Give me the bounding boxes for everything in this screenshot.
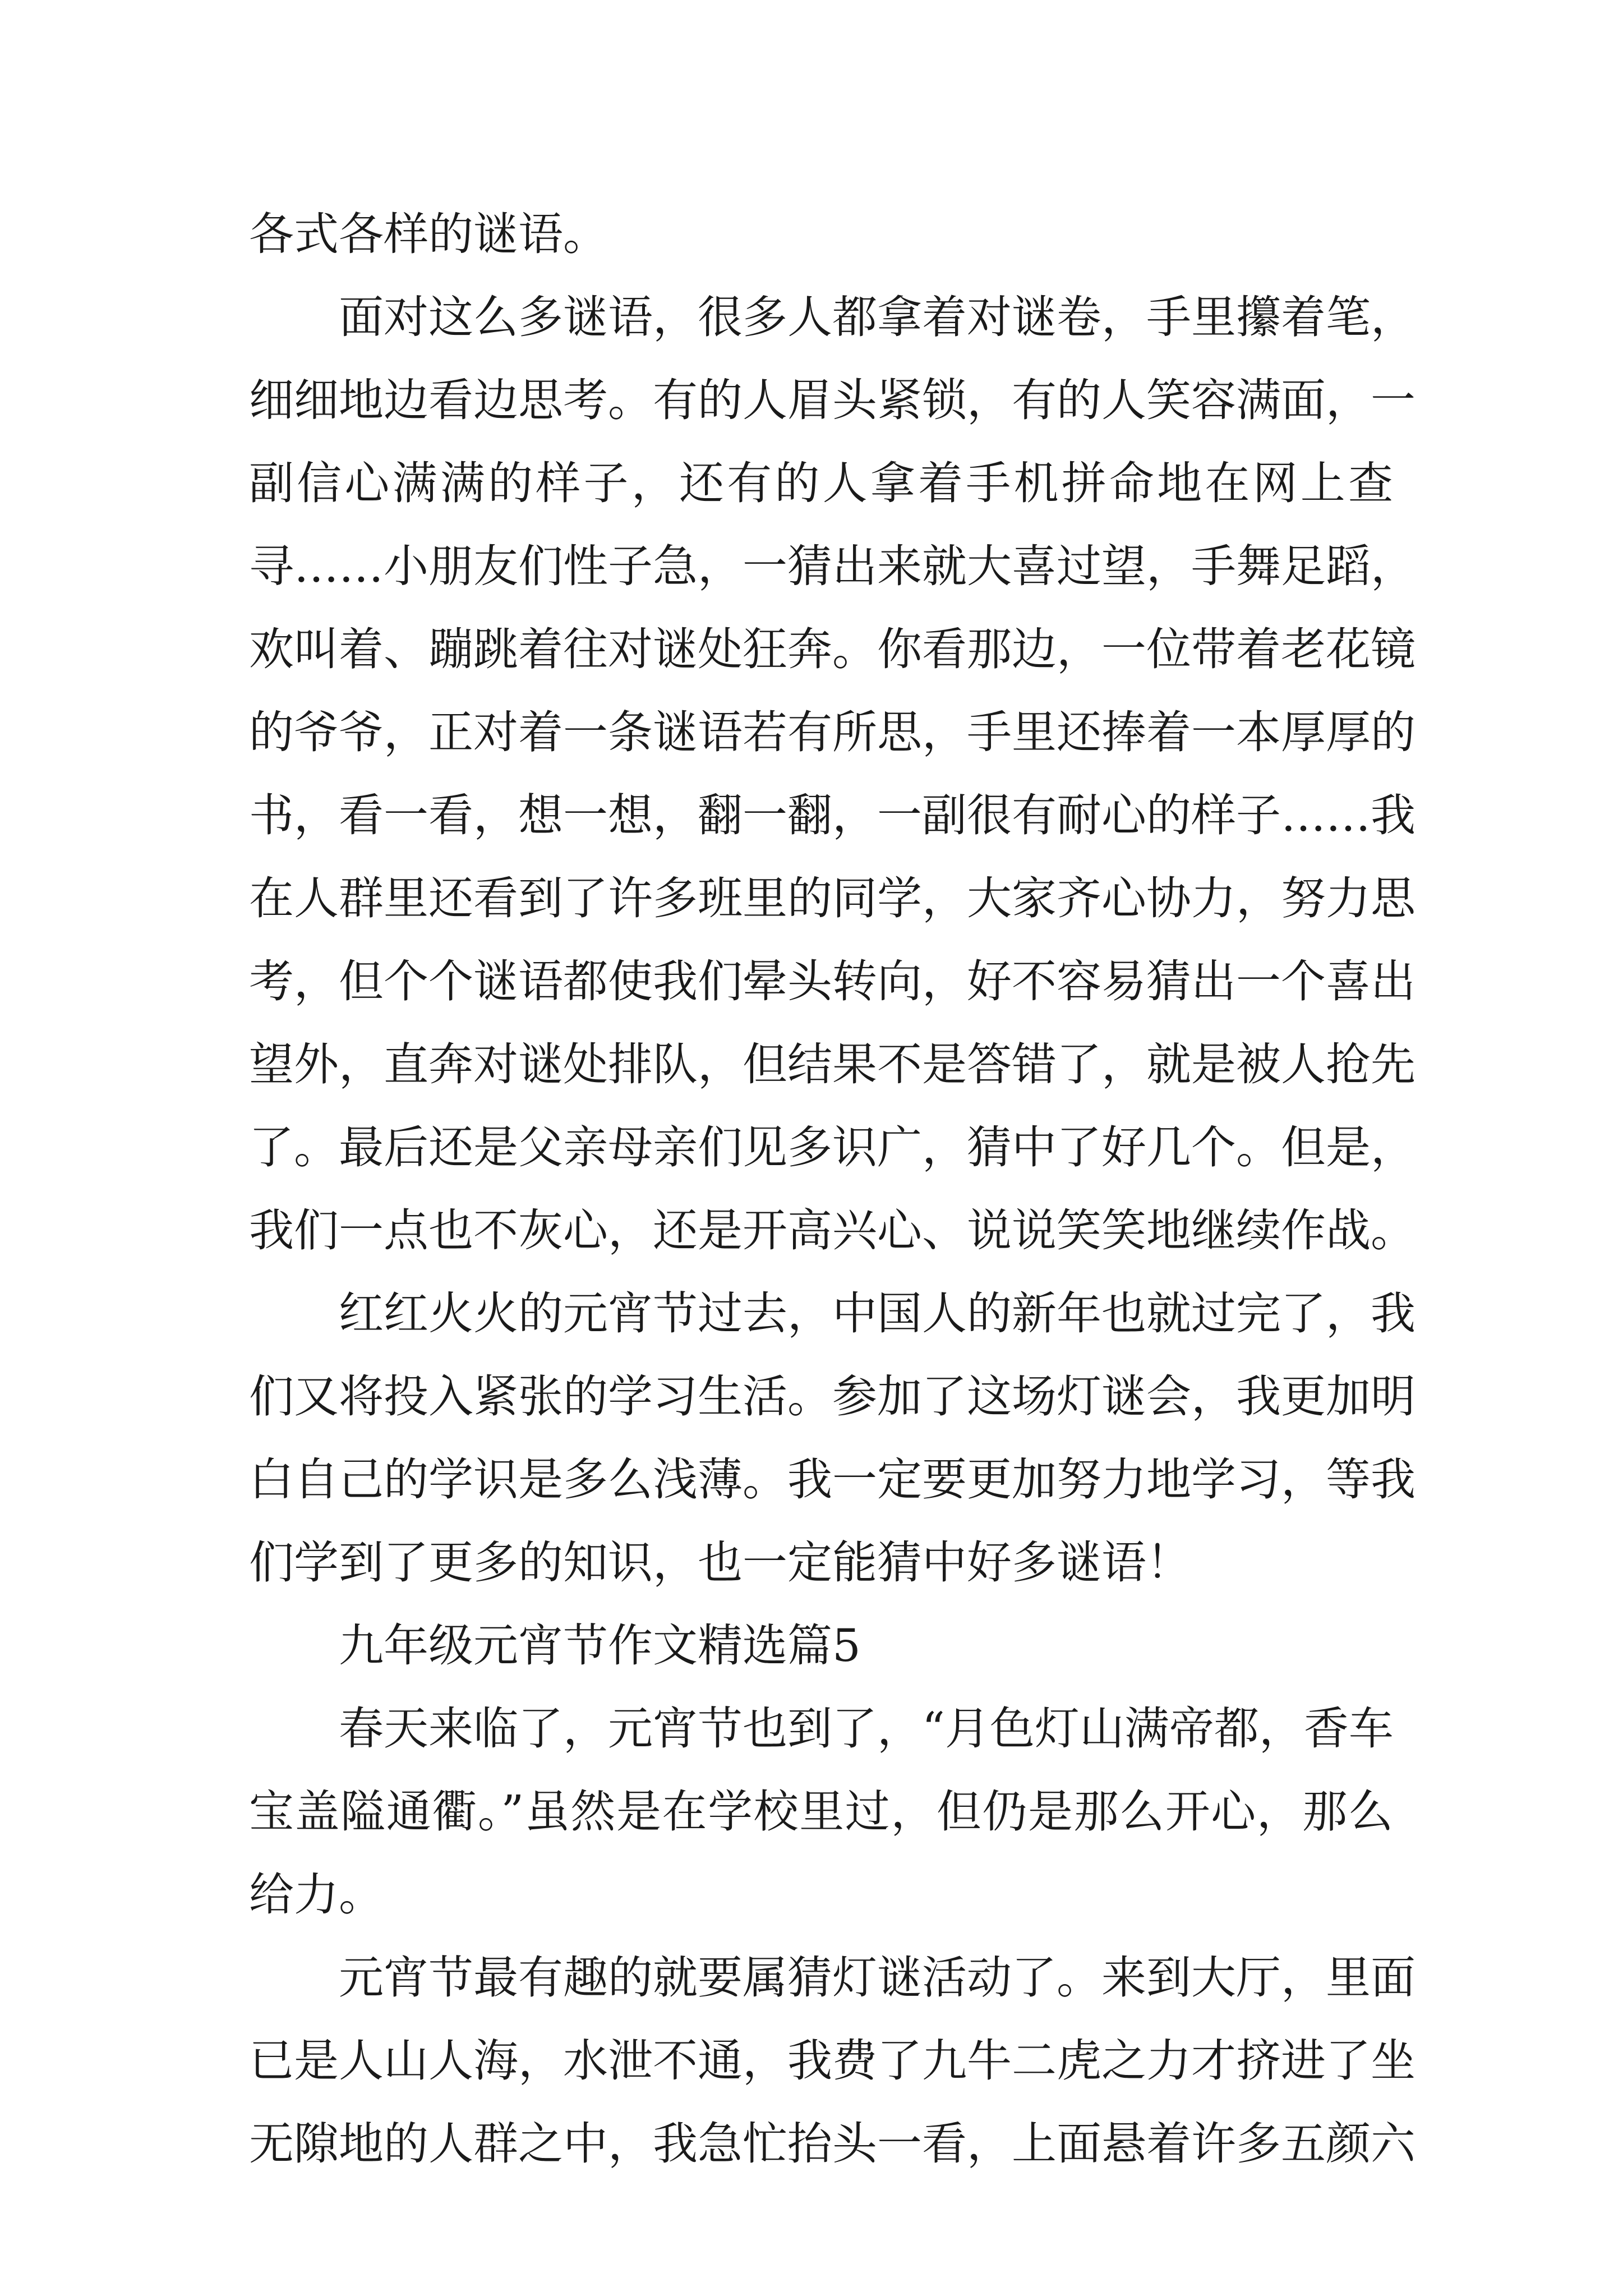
text-line: 给力。 <box>249 1869 384 1921</box>
paragraph-first-line: 红红火火的元宵节过去，中国人的新年也就过完了，我 <box>339 1287 1415 1340</box>
text-line: 的爷爷，正对着一条谜语若有所思，手里还捧着一本厚厚的 <box>249 706 1415 758</box>
section-heading: 九年级元宵节作文精选篇5 <box>339 1619 861 1672</box>
text-line: 们学到了更多的知识，也一定能猜中好多谜语！ <box>249 1536 1191 1589</box>
text-line: 已是人山人海，水泄不通，我费了九牛二虎之力才挤进了坐 <box>249 2035 1415 2087</box>
text-line: 望外，直奔对谜处排队，但结果不是答错了，就是被人抢先 <box>249 1038 1415 1091</box>
text-line: 各式各样的谜语。 <box>249 208 608 260</box>
paragraph-first-line: 面对这么多谜语，很多人都拿着对谜卷，手里攥着笔， <box>339 291 1415 343</box>
paragraph-first-line: 元宵节最有趣的就要属猜灯谜活动了。来到大厅，里面 <box>339 1952 1415 2004</box>
text-line: 副信心满满的样子，还有的人拿着手机拼命地在网上查 <box>249 457 1393 509</box>
text-line: 们又将投入紧张的学习生活。参加了这场灯谜会，我更加明 <box>249 1370 1415 1423</box>
text-line: 无隙地的人群之中，我急忙抬头一看，上面悬着许多五颜六 <box>249 2118 1415 2170</box>
text-line: 欢叫着、蹦跳着往对谜处狂奔。你看那边，一位带着老花镜 <box>249 623 1415 675</box>
text-line: 我们一点也不灰心，还是开高兴心、说说笑笑地继续作战。 <box>249 1204 1415 1257</box>
text-line: 考，但个个谜语都使我们晕头转向，好不容易猜出一个喜出 <box>249 955 1415 1007</box>
text-line: 书，看一看，想一想，翻一翻，一副很有耐心的样子……我 <box>249 789 1415 841</box>
text-line: 细细地边看边思考。有的人眉头紧锁，有的人笑容满面，一 <box>249 374 1415 426</box>
text-line: 了。最后还是父亲母亲们见多识广，猜中了好几个。但是， <box>249 1121 1415 1174</box>
text-line: 白自己的学识是多么浅薄。我一定要更加努力地学习，等我 <box>249 1453 1415 1506</box>
document-page <box>249 0 1415 2296</box>
text-line: 寻……小朋友们性子急，一猜出来就大喜过望，手舞足蹈， <box>249 540 1415 592</box>
paragraph-first-line: 春天来临了，元宵节也到了，“月色灯山满帝都，香车 <box>339 1703 1394 1755</box>
text-line: 宝盖隘通衢。”虽然是在学校里过，但仍是那么开心，那么 <box>249 1786 1393 1838</box>
text-line: 在人群里还看到了许多班里的同学，大家齐心协力，努力思 <box>249 872 1415 924</box>
